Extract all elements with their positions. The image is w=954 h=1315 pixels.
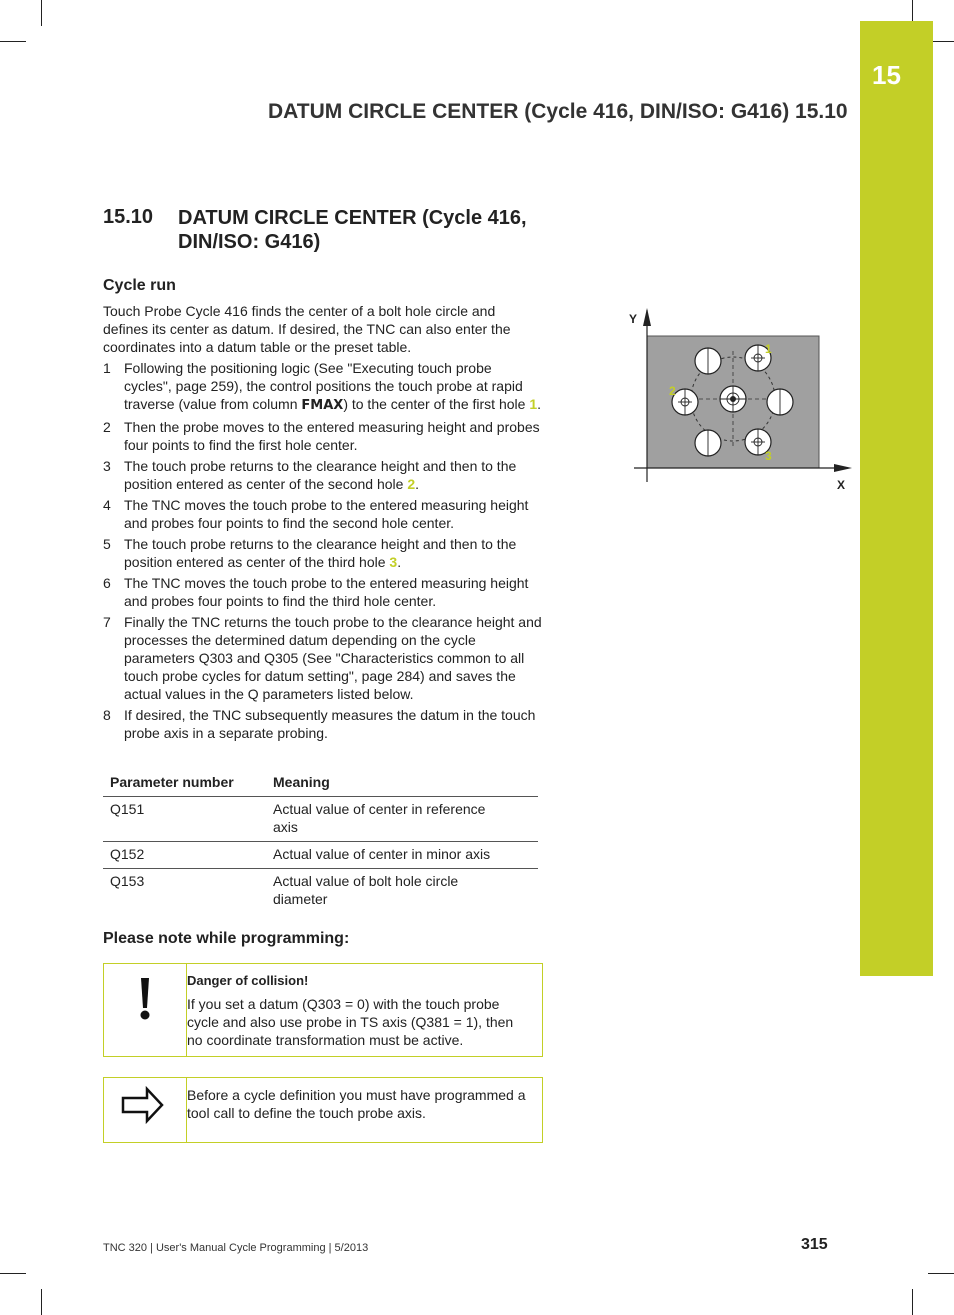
list-item: 3 The touch probe returns to the clearance height and then to the position entered as center of the second hole 2. bbox=[103, 458, 517, 492]
crop-mark bbox=[41, 1289, 42, 1315]
info-text: Before a cycle definition you must have programmed a tool call to define the touch probe axis. bbox=[187, 1087, 526, 1121]
datum-point bbox=[730, 396, 736, 402]
crop-mark bbox=[928, 1273, 954, 1274]
column-header: Parameter number bbox=[103, 770, 266, 797]
section-title: DATUM CIRCLE CENTER (Cycle 416, DIN/ISO: G416) bbox=[178, 207, 527, 253]
table-cell: Actual value of center in reference axis bbox=[266, 797, 538, 842]
cycle-run-heading: Cycle run bbox=[103, 277, 176, 294]
steps-list bbox=[103, 359, 543, 745]
list-item: 5 The touch probe returns to the clearance height and then to the position entered as center of the third hole 3. bbox=[103, 536, 517, 570]
table-cell: Q151 bbox=[103, 797, 266, 842]
crop-mark bbox=[912, 1289, 913, 1315]
y-axis-label: Y bbox=[629, 312, 638, 326]
list-item: 2 Then the probe moves to the entered measuring height and probes four points to find the first hole center. bbox=[103, 419, 540, 453]
warning-text: If you set a datum (Q303 = 0) with the touch probe cycle and also use probe in TS axis (Q381 = 1), then no coordinate transformation must be active. bbox=[187, 996, 514, 1048]
chapter-tab bbox=[860, 21, 933, 976]
warning-box bbox=[103, 963, 543, 1057]
list-item: 1 Following the positioning logic (See "Executing touch probe cycles", page 259), the control positions the touch probe at rapid traverse (value from column FMAX) to the center of the first hole 1. bbox=[103, 360, 541, 413]
y-axis-arrow bbox=[643, 308, 651, 326]
table-cell: Q153 bbox=[110, 873, 145, 889]
page-number: 315 bbox=[801, 1236, 828, 1253]
notes-heading: Please note while programming: bbox=[103, 930, 350, 947]
warning-title: Danger of collision! bbox=[187, 973, 309, 988]
intro-paragraph: Touch Probe Cycle 416 finds the center of a bolt hole circle and defines its center as datum. If desired, the TNC can also enter the coordinates into a datum table or the preset table. bbox=[103, 303, 511, 355]
column-header: Meaning bbox=[266, 770, 538, 797]
hole-label: 3 bbox=[765, 449, 772, 463]
x-axis-label: X bbox=[837, 478, 846, 492]
list-item: 4 The TNC moves the touch probe to the entered measuring height and probes four points to find the second hole center. bbox=[103, 497, 529, 531]
hole-label: 1 bbox=[765, 342, 772, 356]
crop-mark bbox=[0, 41, 26, 42]
list-item: 7 Finally the TNC returns the touch probe to the clearance height and processes the determined datum depending on the cycle parameters Q303 and Q305 (See "Characteristics common to all touch probe cycles for datum setting", page 284) and saves the actual values in the Q parameters listed below. bbox=[103, 614, 542, 702]
table-cell: Actual value of center in minor axis bbox=[266, 842, 538, 869]
list-item: 6 The TNC moves the touch probe to the entered measuring height and probes four points to find the third hole center. bbox=[103, 575, 529, 609]
hole-label: 2 bbox=[669, 384, 676, 398]
crop-mark bbox=[0, 1273, 26, 1274]
table-header-row bbox=[103, 770, 538, 797]
exclamation-icon bbox=[104, 964, 187, 1056]
table-cell: Q152 bbox=[103, 842, 266, 869]
arrow-right-icon bbox=[104, 1078, 187, 1142]
table-row bbox=[103, 797, 538, 842]
table-cell: Actual value of bolt hole circle diameter bbox=[273, 873, 459, 907]
x-axis-arrow bbox=[834, 464, 852, 472]
section-number: 15.10 bbox=[103, 206, 154, 228]
table-row bbox=[103, 869, 538, 914]
page-footer: TNC 320 | User's Manual Cycle Programming | 5/2013 bbox=[103, 1242, 369, 1254]
table-row bbox=[103, 842, 538, 869]
running-header: DATUM CIRCLE CENTER (Cycle 416, DIN/ISO: G416) 15.10 bbox=[268, 100, 848, 123]
parameter-table bbox=[103, 770, 538, 913]
bolt-hole-circle-figure bbox=[620, 306, 860, 496]
chapter-number: 15 bbox=[872, 60, 901, 90]
crop-mark bbox=[41, 0, 42, 26]
info-box bbox=[103, 1077, 543, 1143]
list-item: 8 If desired, the TNC subsequently measures the datum in the touch probe axis in a separate probing. bbox=[103, 707, 536, 741]
